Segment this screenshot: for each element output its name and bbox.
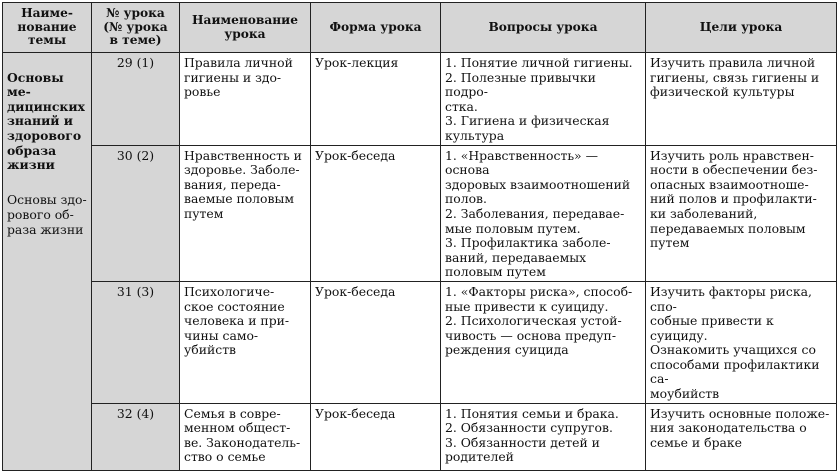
lesson-name: Семья в совре- менном общест- ве. Законодатель- ство о семье (180, 403, 311, 470)
lesson-goals: Изучить правила личной гигиены, связь гигиены и физической культуры (646, 53, 837, 146)
lesson-goals: Изучить роль нравствен- ности в обеспечении без- опасных взаимоотноше- ний полов и профилакти- ки заболеваний, передаваемых половым путем (646, 145, 837, 281)
lesson-goals: Изучить факторы риска, спо- собные привести к суициду. Ознакомить учащихся со способами профилактики са- моубийств (646, 281, 837, 403)
header-lesson-name: Наименование урока (180, 3, 311, 53)
table-row (3, 53, 837, 146)
lesson-form: Урок-беседа (311, 281, 441, 403)
lesson-name: Психологиче- ское состояние человека и при- чины само- убийств (180, 281, 311, 403)
header-lesson-goals: Цели урока (646, 3, 837, 53)
lesson-number: 31 (3) (92, 281, 180, 403)
topic-subtitle: Основы здо- рового об- раза жизни (7, 192, 87, 237)
lesson-name: Нравственность и здоровье. Заболе- вания, переда- ваемые половым путем (180, 145, 311, 281)
lesson-number: 29 (1) (92, 53, 180, 146)
table-row (3, 403, 837, 470)
lesson-questions: 1. Понятия семьи и брака. 2. Обязанности супругов. 3. Обязанности детей и родителей (441, 403, 646, 470)
lesson-questions: 1. «Факторы риска», способ- ные привести к суициду. 2. Психологическая устой- чивость — основа предуп- реждения суицида (441, 281, 646, 403)
header-lesson-form: Форма урока (311, 3, 441, 53)
topic-title: Основы ме- дицинских знаний и здорового образа жизни (7, 69, 85, 173)
table-row (3, 145, 837, 281)
lesson-name: Правила личной гигиены и здо- ровье (180, 53, 311, 146)
lesson-number: 32 (4) (92, 403, 180, 470)
lesson-goals: Изучить основные положе- ния законодательства о семье и браке (646, 403, 837, 470)
lesson-questions: 1. «Нравственность» — основа здоровых взаимоотношений полов. 2. Заболевания, передавае- мые половым путем. 3. Профилактика заболе- ваний, передаваемых половым путем (441, 145, 646, 281)
header-row (3, 3, 837, 53)
topic-cell (3, 53, 92, 471)
table-row (3, 281, 837, 403)
lesson-form: Урок-лекция (311, 53, 441, 146)
lesson-form: Урок-беседа (311, 145, 441, 281)
lesson-form: Урок-беседа (311, 403, 441, 470)
header-topic: Наиме- нование темы (3, 3, 92, 53)
header-lesson-number: № урока (№ урока в теме) (92, 3, 180, 53)
header-lesson-questions: Вопросы урока (441, 3, 646, 53)
lesson-questions: 1. Понятие личной гигиены. 2. Полезные привычки подро- стка. 3. Гигиена и физическая культура (441, 53, 646, 146)
lesson-number: 30 (2) (92, 145, 180, 281)
lesson-plan-table (2, 2, 837, 471)
